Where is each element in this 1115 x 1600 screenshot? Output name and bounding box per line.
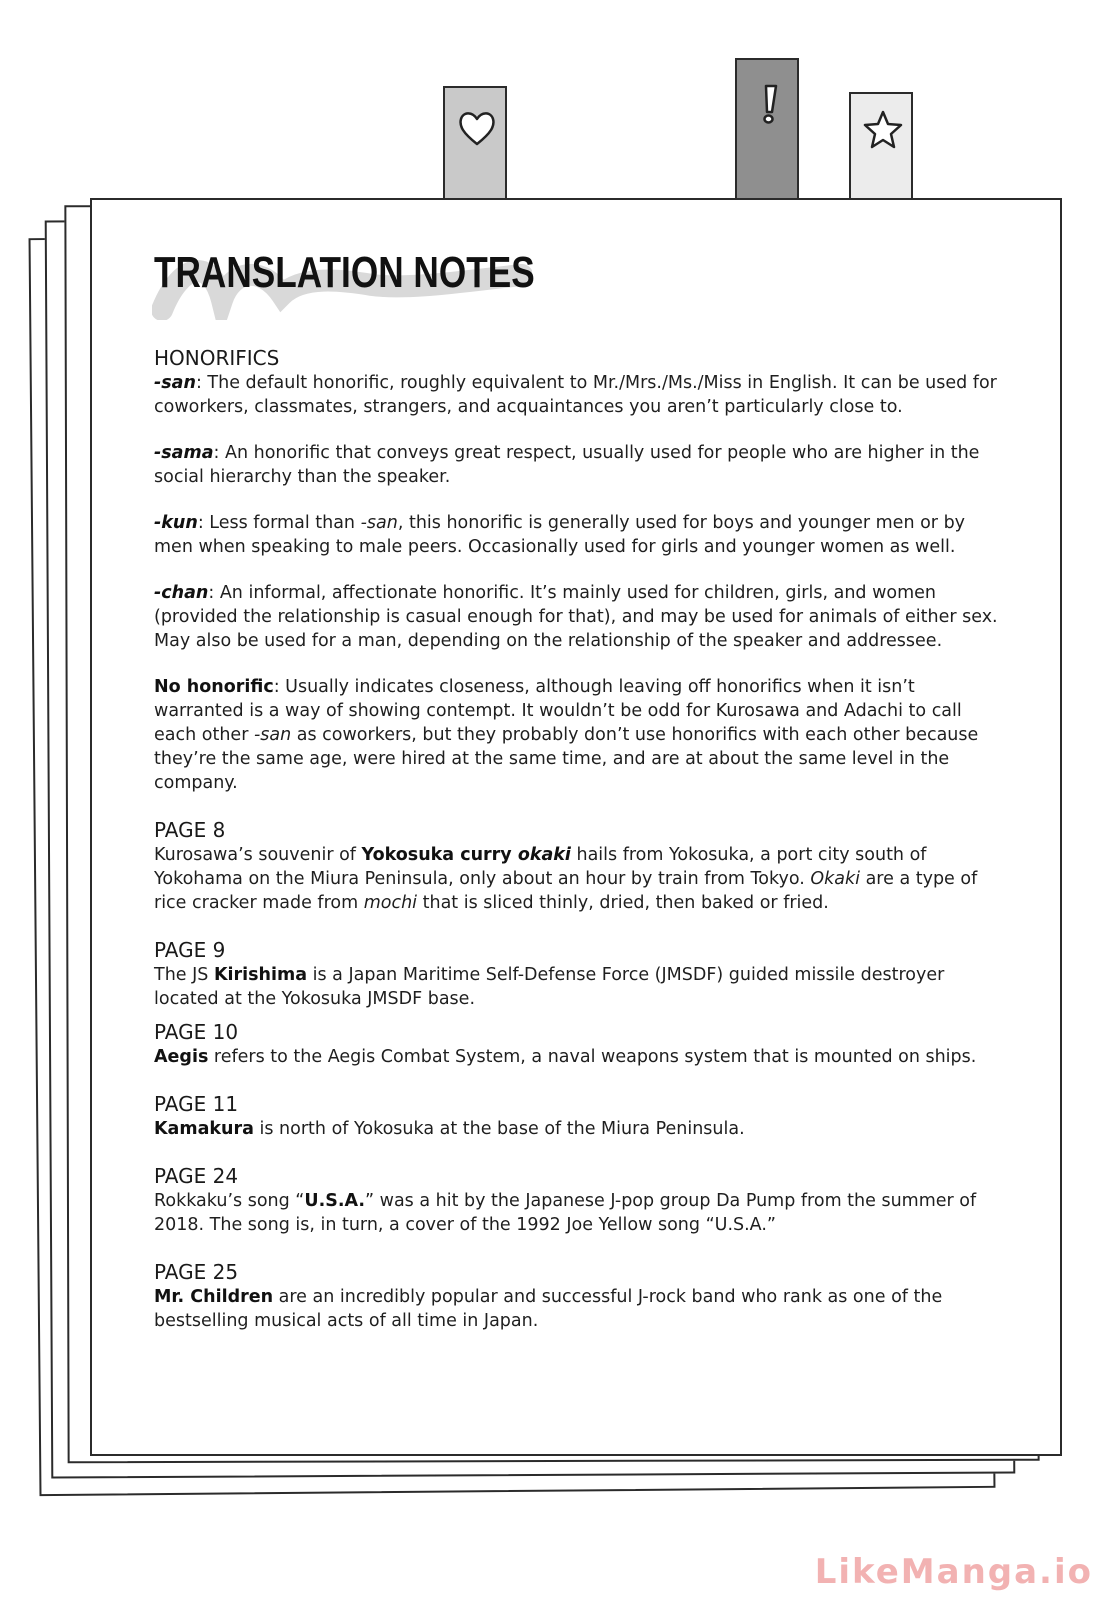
note-page24 bbox=[154, 1189, 1004, 1237]
page11-text: is north of Yokosuka at the base of the Miura Peninsula. bbox=[253, 1119, 745, 1139]
term-sama: -sama bbox=[154, 443, 214, 463]
page8-bold-italic: okaki bbox=[517, 845, 571, 865]
note-page25 bbox=[154, 1285, 1004, 1333]
star-icon bbox=[861, 108, 905, 152]
note-kun bbox=[154, 511, 1004, 559]
note-kun-text-2: , this honorific is generally used for boys and younger men or by men when speaking to male peers. Occasionally used for girls and younger women as well. bbox=[154, 513, 966, 557]
page9-heading: PAGE 9 bbox=[154, 938, 226, 962]
note-chan bbox=[154, 581, 1004, 653]
bookmark-tab-heart bbox=[443, 86, 507, 216]
page9-bold: Kirishima bbox=[213, 965, 308, 985]
page8-italic: Okaki bbox=[810, 869, 861, 889]
bookmark-tab-exclamation bbox=[735, 58, 799, 216]
note-none-text: : Usually indicates closeness, although leaving off honorifics when it isn’t warranted is a way of showing contempt. It wouldn’t be odd for Kurosawa and Adachi to call each other bbox=[154, 677, 962, 745]
note-san bbox=[154, 371, 1004, 419]
notes-page bbox=[90, 198, 1062, 1456]
note-page11 bbox=[154, 1117, 1004, 1141]
term-chan: -chan bbox=[154, 583, 209, 603]
page8-text-2: hails from Yokosuka, a port city south of Yokohama on the Miura Peninsula, only about an hour by train from Tokyo. bbox=[154, 845, 927, 889]
note-none-text-2: as coworkers, but they probably don’t use honorifics with each other because they’re the same age, were hired at the same time, and are at about the same level in the company. bbox=[154, 725, 979, 793]
page8-text-3: are a type of rice cracker made from bbox=[154, 869, 978, 913]
note-kun-text: : Less formal than bbox=[197, 513, 361, 533]
note-none-ref: -san bbox=[253, 725, 292, 745]
page8-heading: PAGE 8 bbox=[154, 818, 226, 842]
page24-text: Rokkaku’s song “ bbox=[154, 1191, 305, 1211]
page9-text-2: is a Japan Maritime Self-Defense Force (JMSDF) guided missile destroyer located at the Yokosuka JMSDF base. bbox=[154, 965, 945, 1009]
page24-bold: U.S.A. bbox=[304, 1191, 365, 1211]
note-no-honorific bbox=[154, 675, 1004, 795]
note-sama bbox=[154, 441, 1004, 489]
note-san-text: : The default honorific, roughly equivalent to Mr./Mrs./Ms./Miss in English. It can be used for coworkers, classmates, strangers, and acquaintances you aren’t particularly close to. bbox=[154, 373, 997, 417]
watermark: LikeManga.io bbox=[814, 1552, 1093, 1592]
page10-bold: Aegis bbox=[154, 1047, 209, 1067]
notes-content bbox=[154, 345, 1004, 1333]
page8-text: Kurosawa’s souvenir of bbox=[154, 845, 362, 865]
page24-text-2: ” was a hit by the Japanese J-pop group Da Pump from the summer of 2018. The song is, in turn, a cover of the 1992 Joe Yellow song “U.S.A.” bbox=[154, 1191, 977, 1235]
page25-heading: PAGE 25 bbox=[154, 1260, 239, 1284]
note-page10 bbox=[154, 1045, 1004, 1069]
page10-heading: PAGE 10 bbox=[154, 1020, 239, 1044]
page25-text: are an incredibly popular and successful J-rock band who rank as one of the bestselling musical acts of all time in Japan. bbox=[154, 1287, 943, 1331]
page10-text: refers to the Aegis Combat System, a naval weapons system that is mounted on ships. bbox=[208, 1047, 977, 1067]
exclamation-icon bbox=[747, 82, 791, 126]
term-no-honorific: No honorific bbox=[154, 677, 274, 697]
term-kun: -kun bbox=[154, 513, 198, 533]
honorifics-heading: HONORIFICS bbox=[154, 346, 280, 370]
note-kun-ref: -san bbox=[360, 513, 398, 533]
term-san: -san bbox=[154, 373, 196, 393]
page-title: TRANSLATION NOTES bbox=[154, 248, 535, 297]
note-page9 bbox=[154, 963, 1004, 1011]
note-page8 bbox=[154, 843, 1004, 915]
page25-bold: Mr. Children bbox=[154, 1287, 274, 1307]
page24-heading: PAGE 24 bbox=[154, 1164, 239, 1188]
page8-italic-2: mochi bbox=[363, 893, 418, 913]
page8-bold: Yokosuka curry bbox=[361, 845, 518, 865]
note-sama-text: : An honorific that conveys great respect, usually used for people who are higher in the social hierarchy than the speaker. bbox=[154, 443, 980, 487]
heart-icon bbox=[455, 106, 499, 150]
page9-text: The JS bbox=[154, 965, 214, 985]
page11-bold: Kamakura bbox=[154, 1119, 254, 1139]
note-chan-text: : An informal, affectionate honorific. It’s mainly used for children, girls, and women (provided the relationship is casual enough for that), and may be used for animals of either sex. May also be used for a man, depending on the relationship of the speaker and addressee. bbox=[154, 583, 998, 651]
page11-heading: PAGE 11 bbox=[154, 1092, 239, 1116]
page8-text-4: that is sliced thinly, dried, then baked or fried. bbox=[417, 893, 829, 913]
